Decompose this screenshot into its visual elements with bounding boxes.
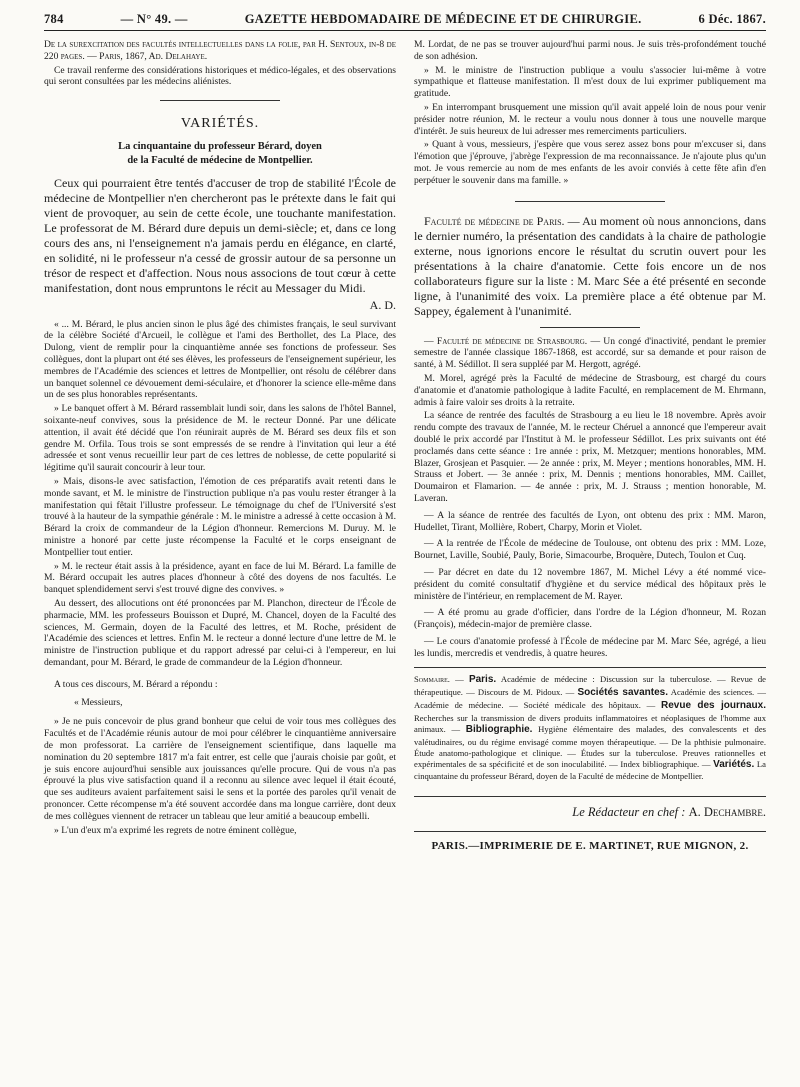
article-lead: Ceux qui pourraient être tentés d'accuser de trop de stabilité l'École de médecine de Montpellier n'en chercheront pas le prétexte dans le fait qui vient de provoquer, au sein de cette école, une touchante manifestation. Le professorat de M. Bérard dure depuis un demi-siècle; et, dans ce long cours des ans, ni l'enseignement n'a jamais perdu en élégance, en clarté, en solidité, ni le professeur n'a cessé de grossir autour de sa personne un trésor de respect et d'affection. Nous nous associons de tout cœur à cette manifestation, dont nous empruntons le récit au Messager du Midi. [44,175,396,295]
news-paragraph: — A été promu au grade d'officier, dans l'ordre de la Légion d'honneur, M. Rozan (François), médecin-major de première classe. [414,607,766,631]
summary-section: Sociétés savantes. [577,687,668,699]
speech-paragraph: » M. le ministre de l'instruction publique a voulu s'associer lui-même à votre sympathique et flatteuse manifestation. Il m'est doux de lui exprimer publiquement ma gratitude. [414,64,766,100]
news-paris-text: — Au moment où nous annoncions, dans le dernier numéro, la présentation des candidats à la chaire de pathologie externe, nous ignorions encore le résultat du scrutin ouvert pour les présentations à la chaire d'anatomie. Cette fois encore un de nos collaborateurs figure sur la liste : M. Marc Sée a été présenté en seconde ligne, à l'unanimité des voix. La première place a été obtenue par M. Sappey, également à l'unanimité. [414,213,767,318]
issue-date: 6 Déc. 1867. [698,12,766,26]
divider [515,201,665,202]
news-paragraph: M. Morel, agrégé près la Faculté de médecine de Strasbourg, est chargé du cours d'anatomie et d'anatomie pathologique à ladite Faculté, en remplacement de M. Ehrmann, admis à faire valoir ses droits à la retraite. [414,372,766,408]
summary-label: Sommaire. [414,674,450,685]
article-paragraph: » M. le recteur était assis à la présidence, ayant en face de lui M. Bérard. La famille de M. Bérard occupait les autres places d'honneur à côté des doyens de nos facultés. Le banquet splendidement servi s'est trouvé digne des convives. » [44,560,396,596]
printer-imprint: PARIS.—IMPRIMERIE DE E. MARTINET, RUE MIGNON, 2. [414,831,766,854]
article-title-line-1: La cinquantaine du professeur Bérard, doyen [118,141,322,153]
editor-label: Le Rédacteur en chef : [572,805,686,820]
summary-text: Hygiène élémentaire des malades, des convalescents et des valétudinaires, ou du régime envisagé comme moyen thérapeutique. — De la phthisie pulmonaire. Étude anatomo-pathologique et clinique. — Études sur la tuberculose. Preuves rationnelles et expérimentales de sa spécificité et de son inoculabilité. — Index bibliographique. — [414,723,766,769]
speech-paragraph: » Quant à vous, messieurs, j'espère que vous serez assez bons pour m'excuser si, dans l'émotion que j'éprouve, j'abrège l'expression de ma reconnaissance. Je n'ajoute plus qu'un mot. Je vous remercie au nom de mes enfants de les avoir conviés à cette fête afin d'en perpétuer le souvenir dans ma famille. » [414,139,766,186]
divider [160,100,280,101]
news-strasbourg-text: — Un congé d'inactivité, pendant le premier semestre de l'année classique 1867-1868, est accordé, sur sa demande et pour raison de santé, à M. Sédillot. Il sera suppléé par M. Hergott, agrégé. [414,335,766,371]
lead-signature: A. D. [369,297,396,312]
notice-body: Ce travail renferme des considérations historiques et médico-légales, et des observations qui seront consultées par les médecins aliénistes. [44,64,396,88]
article-title [44,140,396,167]
article-paragraph: A tous ces discours, M. Bérard a répondu : [54,678,218,690]
columns [44,39,766,853]
summary-text: Recherches sur la transmission de divers produits inflammatoires et néoplasiques de l'homme aux animaux. — [414,712,766,734]
news-strasbourg-heading: — Faculté de médecine de Strasbourg. [424,335,588,347]
speech-paragraph: M. Lordat, de ne pas se trouver aujourd'hui parmi nous. Je suis très-profondément touché de son adhésion. [414,39,766,62]
left-column [44,39,396,853]
section-title: VARIÉTÉS. [180,116,260,132]
journal-title: GAZETTE HEBDOMADAIRE DE MÉDECINE ET DE CHIRURGIE. [244,12,642,26]
article-paragraph: « ... M. Bérard, le plus ancien sinon le plus âgé des chimistes français, le seul survivant de la célèbre Société d'Arcueil, le collègue et l'ami des Berthollet, des La Place, des Dulong, vient de remplir pour la cinquantième année ses fonctions de professeur. Ses collègues, dont la plupart ont été ses élèves, les professeurs de l'enseignement supérieur, les membres de l'Académie des sciences et lettres de Montpellier, ont résolu de célébrer dans un banquet solennel ce dévouement demi-séculaire, et d'honorer la science elle-même dans un de ses plus honorables représentants. [44,318,396,401]
running-header [44,12,766,31]
summary-section: Bibliographie. [465,723,533,735]
article-paragraph: » Mais, disons-le avec satisfaction, l'émotion de ces préparatifs avait retenti dans le monde savant, et M. le ministre de l'instruction publique n'a pas voulu rester étranger à la manifestation qui fêtait l'illustre professeur. Le témoignage du chef de l'Université s'est trouvé à la hauteur de la sympathie générale : M. le ministre a adressé à cette occasion à M. Bérard la croix de commandeur de la Légion d'honneur. Remercions M. Duruy. M. le ministre a honoré par cette juste récompense la Faculté et le corps enseignant de Montpellier tout entier. [44,476,396,558]
speech-paragraph: » En interrompant brusquement une mission qu'il avait appelé loin de nous pour venir présider notre réunion, M. le recteur a voulu nous donner à tous une nouvelle marque d'intérêt. Je suis heureux de lui adresser mes remerciments particuliers. [414,101,766,137]
summary-text: La cinquantaine du professeur Bérard, doyen de la Faculté de médecine de Montpellier. [414,758,766,782]
summary-section: Variétés. [713,758,755,770]
summary-box: Sommaire. — Paris. Académie de médecine : Discussion sur la tuberculose. — Revue de thérapeutique. — Discours de M. Pidoux. — Sociétés savantes. Académie des sciences. — Académie de médecine. — Société médicale des hôpitaux. — Revue des journaux. Recherches sur la transmission de divers produits inflammatoires et néoplasiques de l'homme aux animaux. — Bibliographie. Hygiène élémentaire des malades, des convalescents et des valétudinaires, ou du régime envisagé comme moyen thérapeutique. — De la phthisie pulmonaire. Étude anatomo-pathologique et clinique. — Études sur la tuberculose. Preuves rationnelles et expérimentales de sa spécificité et de son inoculabilité. — Index bibliographique. — Variétés. La cinquantaine du professeur Bérard, doyen de la Faculté de médecine de Montpellier. [414,667,766,782]
divider [540,327,640,328]
summary-text: Académie des sciences. — Académie de médecine. — Société médicale des hôpitaux. — [414,687,766,711]
notice-title: De la surexcitation des facultés intellectuelles dans la folie, par H. Sentoux, in-8 de 220 pages. — Paris, 1867, Ad. Delahaye. [44,39,396,62]
news-paris [414,214,766,319]
salutation: « Messieurs, [74,696,123,708]
speech-paragraph: » L'un d'eux m'a exprimé les regrets de notre éminent collègue, [54,824,297,836]
issue-number: — N° 49. — [120,12,188,26]
summary-section: Revue des journaux. [660,700,766,712]
news-paragraph: — A la séance de rentrée des facultés de Lyon, ont obtenu des prix : MM. Maron, Hudellet, Tirant, Mollière, Robert, Charpy, Morin et Violet. [414,509,766,533]
speech-paragraph: » Je ne puis concevoir de plus grand bonheur que celui de voir tous mes collègues des Facultés et de l'Académie réunis autour de moi pour célébrer le cinquantième anniversaire de mon professorat. La carrière de l'enseignement scientifique, dans laquelle ma nomination du 20 septembre 1817 m'a fait entrer, est celle que j'aurais choisie par goût, et je suis encore aujourd'hui sensible aux jouissances qu'elle procure. Qui de vous n'a pas éprouvé la plus vive satisfaction quand il a reconnu au silence avec lequel il était écouté, que ses auditeurs avaient parfaitement saisi le sens et la portée des paroles qu'il venait de prononcer. Cette récompense m'a été souvent accordée dans ma longue carrière, dont deux de mes collègues viennent de retracer un tableau que leur amitié a beaucoup embelli. [44,716,396,822]
editor-signature [414,796,766,820]
news-strasbourg [414,336,766,371]
news-paragraph: La séance de rentrée des facultés de Strasbourg a eu lieu le 18 novembre. Après avoir rendu compte des travaux de l'année, M. le recteur Chéruel a annoncé que l'empereur avait doublé le prix accordé par l'Institut à M. le professeur Sédillot. Les prix suivants ont été proclamés dans cette séance : 1re année : prix, M. Metzquer; mentions honorables, MM. Blazer, Grosjean et Pasquier. — 2e année : prix, M. Meyer ; mentions honorables, MM. H. Strauss et Jobert. — 3e année : prix, M. Dennis ; mentions honorables, MM. Caillet, Doumairon et Flamarion. — 4e année : prix, M. J. Strauss ; mention honorable, M. Laveran. [414,410,766,504]
article-paragraph: » Le banquet offert à M. Bérard rassemblait lundi soir, dans les salons de l'hôtel Bannel, soixante-neuf convives, sous la présidence de M. le recteur Donné. Par une délicate attention, il avait été décidé que l'on réunirait auprès de M. Bérard ses deux fils et son gendre M. Orfila. Tous trois se sont empressés de se rendre à l'invitation qui leur a été adressée et sont venus recueillir leur part de ces lettres de noblesse, de cette popularité si légitime qu'il saurait concourir à leur tour. [44,403,396,474]
summary-text: Académie de médecine : Discussion sur la tuberculose. — Revue de thérapeutique. — Discours de M. Pidoux. — [414,674,766,698]
summary-section: Paris. [468,674,497,686]
news-paragraph: — Par décret en date du 12 novembre 1867, M. Michel Lévy a été nommé vice-président du comité consultatif d'hygiène et du service médical des hôpitaux près le ministère de l'intérieur, en remplacement de M. Rayer. [414,566,766,602]
news-paragraph: — A la rentrée de l'École de médecine de Toulouse, ont obtenu des prix : MM. Loze, Bournet, Laville, Soubié, Pauly, Borie, Simacourbe, Broquère, Dutech, Toulon et Cuq. [414,538,766,562]
article-title-line-2: de la Faculté de médecine de Montpellier. [127,155,313,167]
page-number: 784 [44,12,64,26]
article-paragraph: Au dessert, des allocutions ont été prononcées par M. Planchon, directeur de l'École de pharmacie, MM. les professeurs Bouisson et Dupré, M. Chancel, doyen de la Faculté des sciences, M. Germain, doyen de la Faculté des lettres, et M. Roche, président de l'Académie des sciences et lettres. Enfin M. le recteur a donné lecture d'une lettre de M. le ministre de l'instruction publique et du rapport adressé par celui-ci à l'empereur, en lui demandant, pour M. Bérard, le grade de commandeur de la Légion d'honneur. [44,598,396,668]
news-paris-heading: Faculté de médecine de Paris. [424,213,565,228]
right-column [414,39,766,853]
editor-name: A. Dechambre. [688,805,766,820]
news-paragraph: — Le cours d'anatomie professé à l'École de médecine par M. Marc Sée, agrégé, a lieu les lundis, mercredis et vendredis, à quatre heures. [414,635,766,659]
